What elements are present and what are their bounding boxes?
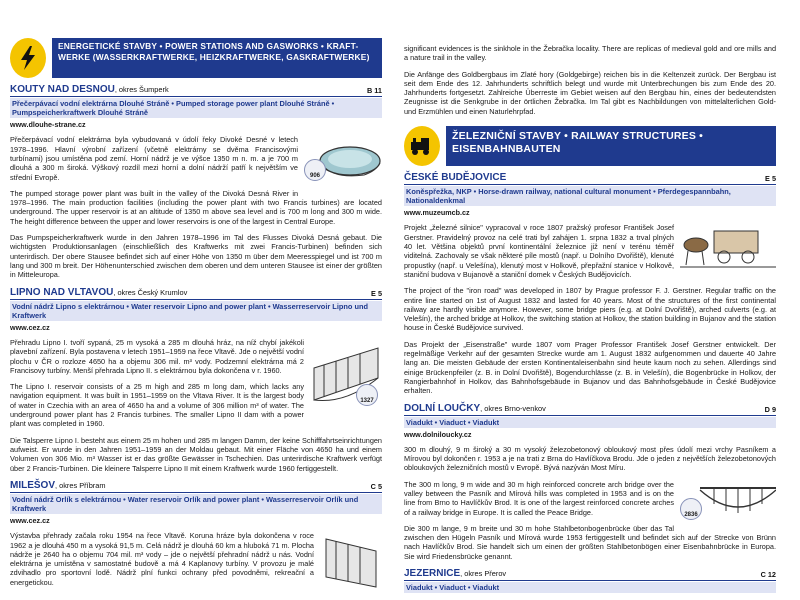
- entry-subtitle-band: Přečerpávací vodní elektrárna Dlouhé Stráně • Pumped storage power plant Dlouhé Stráně • Pumpspeicherkraftwerk Dlouhé Stráně: [10, 98, 382, 118]
- lightning-icon: [10, 38, 46, 78]
- entry-district: , okres Šumperk: [114, 85, 169, 94]
- entry-subtitle-band: Vodní nádrž Orlík s elektrárnou • Water reservoir Orlík and power plant • Wasserreservoir Orlík und Kraftwerk: [10, 494, 382, 514]
- section-title-line2: EISENBAHNBAUTEN: [452, 143, 561, 156]
- left-column: [10, 0, 382, 600]
- entry-lipno-nad-vltavou: [10, 287, 382, 473]
- entry-jezernice: [404, 568, 776, 593]
- paragraph-de: Das Projekt der „Eisenstraße" wurde 1807 vom Prager Professor František Josef Gerstner entwickelt. Der regelmäßige Verkehr auf der gesamten Strecke wurde am 1. August 1832 aufgenommen und dauerte 40 Jahre lang an. Die meisten Gebäude der ersten Kontinentaleisenbahn sind heute kaum noch zu sehen. Allerdings sind einige Brückenpfeiler (z. B. in Dolní Dvořiště), Bogendurchlässe (z. B. in Velešín), die Bogenbrücke in Holkov, der Rangierbahnhof in Holkov, das Bahnhofsgebäude in Bujanov und das Bahnhofsgebäude in České Budějovice erhalten.: [404, 339, 776, 396]
- paragraph-cz: Přehradu Lipno I. tvoří sypaná, 25 m vysoká a 285 m dlouhá hráz, na níž chybí jakékoli plavební zařízení. Byla postavena v letech 1951–1959 na řece Vltavě. Jde o největší vodní plochu v ČR o rozloze 4650 ha a objemu 306 mil. m³ vody. Podzemní elektrárna má 2 Francisovy turbíny. Menší přehrada Lipno II. s elektrárnou byla dokončena v r. 1960.: [10, 337, 304, 375]
- map-number-badge: 906: [304, 159, 326, 181]
- entry-website-link[interactable]: www.cez.cz: [10, 322, 50, 332]
- dam-illustration: [310, 338, 382, 408]
- entry-district: , okres Přerov: [460, 569, 507, 578]
- entry-subtitle-band: Viadukt • Viaduct • Viadukt: [404, 582, 776, 593]
- reservoir-illustration: [304, 135, 382, 187]
- map-grid-code: E 5: [765, 174, 776, 184]
- map-grid-code: C 12: [760, 570, 776, 579]
- section-title: [446, 126, 776, 166]
- right-column: [404, 0, 776, 600]
- train-icon: [404, 126, 440, 166]
- entry-header: [404, 568, 776, 581]
- entry-title: MILEŠOV: [10, 479, 56, 491]
- entry-dolni-loucky: [404, 403, 776, 561]
- paragraph-cz: Výstavba přehrady začala roku 1954 na řece Vltavě. Koruna hráze byla dokončena v roce 1962 a je dlouhá 450 m a vysoká 91,5 m. Celá nádrž je dlouhá 60 km a hluboká 71 m. Plocha nádrže je 2640 ha o objemu 704 mil. m³ vody – jde o největší přehradní nádrž u nás. Vodní elektrárna je umístěna v samostatné budově a má 4 Kaplanovy turbíny. V provozu je malé zdvihadlo pro sportovní lodě. Nádrž plní funkci ochrany před povodněmi, rekreační a energetickou.: [10, 531, 314, 587]
- entry-title: LIPNO NAD VLTAVOU: [10, 286, 114, 298]
- entry-title: JEZERNICE: [404, 568, 461, 579]
- entry-website-link[interactable]: www.muzeumcb.cz: [404, 208, 470, 218]
- map-number-badge: 2836: [680, 498, 702, 520]
- map-grid-code: D 9: [764, 404, 776, 414]
- map-number-badge: 1327: [356, 384, 378, 406]
- entry-website-link[interactable]: www.dolniloucky.cz: [404, 429, 472, 439]
- entry-district: , okres Brno-venkov: [480, 403, 546, 413]
- entry-ceske-budejovice: [404, 172, 776, 395]
- section-title-line2: WERKE (WASSERKRAFTWERKE, HEIZKRAFTWERKE, GASKRAFTWERKE): [58, 52, 370, 62]
- paragraph-cz: 300 m dlouhý, 9 m široký a 30 m vysoký železobetonový obloukový most přes údolí mezi vrchy Pasníkem a Mírovou byl dokončen r. 1953 a je na trati z Brna do Havlíčkova Brodu. Jde o jeden z největších železobetonových obloukových železničních mostů v Evropě. Bývá nazýván Most Míru.: [404, 444, 776, 473]
- map-grid-code: B 11: [366, 86, 382, 95]
- entry-website-link[interactable]: www.cez.cz: [10, 516, 50, 526]
- paragraph-en: The Lipno I. reservoir consists of a 25 m high and 285 m long dam, which lacks any navigation equipment. It was built in 1951–1959 on the Vltava River. It is the largest body of water in Czechia with an area of 4650 ha and a volume of 306 million m³ of water. The underground power plant has 2 Francis turbines. The smaller Lipno II dam with a power plant was completed in 1960.: [10, 382, 304, 429]
- paragraph-de: Das Pumpspeicherkraftwerk wurde in den Jahren 1978–1996 im Tal des Flusses Divoká Desná gebaut. Die wichtigsten Produktionsanlagen (einschließlich des Kraftwerks mit zwei Francis-Turbinen) befinden sich unterirdisch. Der obere Stausee befindet sich auf einer Höhe von 1350 m über dem Meeresspiegel und ist 700 m lang und 300 m breit. Der Höhenunterschied zwischen dem oberen und dem unteren Stausee ist einer der größten in Mitteleuropa.: [10, 233, 382, 280]
- section-title-line1: ŽELEZNIČNÍ STAVBY • RAILWAY STRUCTURES •: [452, 130, 704, 143]
- section-header-railway-structures: [404, 126, 776, 166]
- entry-subtitle-band: Viadukt • Viaduct • Viadukt: [404, 417, 776, 428]
- paragraph-en: significant evidences is the sinkhole in the Žebračka locality. There are replicas of medieval gold and ore mills and a nature trail in the valley.: [404, 44, 776, 63]
- entry-district: , okres Český Krumlov: [113, 287, 188, 297]
- entry-header: [404, 403, 776, 416]
- horse-carriage-illustration: [680, 223, 776, 273]
- paragraph-en: The 300 m long, 9 m wide and 30 m high reinforced concrete arch bridge over the valley between the Pasník and Mírová hills was completed in 1953 and is on the line from Brno to Havlíčkův Brod. It is one of the largest reinforced concrete arches of a railway bridge in Europe. It is called the Peace Bridge.: [404, 479, 674, 517]
- entry-header: [10, 480, 382, 493]
- entry-subtitle-band: Koněspřežka, NKP • Horse-drawn railway, national cultural monument • Pferdegespannbahn, Nationaldenkmal: [404, 186, 776, 206]
- entry-milesov: [10, 480, 382, 587]
- entry-header: [404, 172, 776, 185]
- viaduct-illustration: [680, 480, 776, 526]
- entry-kouty-nad-desnou: [10, 84, 382, 280]
- dam-illustration: [320, 531, 382, 593]
- section-title: [52, 38, 382, 78]
- entry-website-link[interactable]: www.dlouhe-strane.cz: [10, 120, 86, 130]
- paragraph-de: Die 300 m lange, 9 m breite und 30 m hohe Stahlbetonbogenbrücke über das Tal zwischen den Hügeln Pasník und Mírová wurde 1953 fertiggestellt und befindet sich auf der Strecke von Brünn nach Havlíčkův Brod. Sie handelt sich um einen der größten Stahlbetonbögen einer Eisenbahnbrücke in Europa. Sie wird Friedensbrücke genannt.: [404, 523, 776, 561]
- section-title-line1: ENERGETICKÉ STAVBY • POWER STATIONS AND GASWORKS • KRAFT-: [58, 41, 359, 51]
- entry-title: ČESKÉ BUDĚJOVICE: [404, 172, 507, 184]
- paragraph-en: The project of the "iron road" was developed in 1807 by Prague professor F. J. Gerstner. Regular traffic on the entire line started on 1st of August 1832 and lasted for 40 years. Most of the structures of the first continental railway are hardly visible anymore. However, some bridge piers (e.g. at Dolní Dvořiště), arched culverts (e.g. at Velešín), the arched bridge at Holkov, the switching station at Holkov, the station building in Bujanov and the station house in České Budějovice survived.: [404, 286, 776, 333]
- entry-subtitle-band: Vodní nádrž Lipno s elektrárnou • Water reservoir Lipno and power plant • Wasserreservoir Lipno und Kraftwerk: [10, 301, 382, 321]
- paragraph-cz: Přečerpávací vodní elektrárna byla vybudovaná v údolí řeky Divoké Desné v letech 1978–1996. Hlavní výrobní zařízení (včetně elektrárny se dvěma Francisovými turbínami) jsou umístěna pod zemí. Horní nádrž je ve výšce 1350 m n. m. a je 700 m dlouhá a 300 m široká. Výškový rozdíl mezi horní a dolní nádrží patří k největším ve střední Evropě.: [10, 135, 298, 182]
- paragraph-cz: Projekt „železné silnice" vypracoval v roce 1807 pražský profesor František Josef Gerstner. Pravidelný provoz na celé trati byl zahájen 1. srpna 1832 a trval plných 40 let. Většina objektů první kontinentální železnice již není v terénu téměř viditelná. Zachovaly se však některé píle mostů (např. u Dolního Dvořiště), klenuté propustky (např. u Velešína), klenutý most v Holkově, přepřažní stanice v Holkově, staniční budova v Bujanově a staniční domek v Českých Budějovicích.: [404, 223, 674, 279]
- paragraph-de: Die Anfänge des Goldbergbaus im Zlaté hory (Goldgebirge) reichen bis in die Keltenzeit zurück. Der Bergbau ist seit dem Ende des 12. Jahrhunderts schriftlich belegt und wurde mit Unterbrechungen bis zum Ende des 20. Jahrhunderts fortgesetzt. Zahlreiche Überreste im Gebiet weisen auf den Bergbau hin, eines der bedeutendsten Zeugnisse ist die Senkgrube in der örtlichen Žebračka. Im Tal gibt es Nachbildungen von mittelalterlichen Gold- und Erzmühlen und einen Naturlehrpfad.: [404, 69, 776, 116]
- entry-header: [10, 287, 382, 300]
- map-grid-code: E 5: [371, 288, 382, 298]
- section-header-power-stations: [10, 38, 382, 78]
- entry-district: , okres Příbram: [55, 480, 106, 490]
- entry-title: DOLNÍ LOUČKY: [404, 402, 481, 414]
- map-grid-code: C 5: [370, 481, 382, 491]
- paragraph-de: Die Talsperre Lipno I. besteht aus einem 25 m hohen und 285 m langen Damm, der keine Schifffahrtseinrichtungen aufweist. Er wurde in den Jahren 1951–1959 an der Moldau gebaut. Mit einer Fläche von 4650 ha und einem Volumen von 306 Mio. m³ Wasser ist er das größte Gewässer in Tschechien. Das unterirdische Kraftwerk verfügt über 2 Francis-Turbinen. Die kleinere Talsperre Lipno II mit einem Kraftwerk wurde 1960 fertiggestellt.: [10, 435, 382, 473]
- entry-header: [10, 84, 382, 97]
- paragraph-en: The pumped storage power plant was built in the valley of the Divoká Desná River in 1978–1996. The main production facilities (including the power plant with two Francis turbines) are located underground. The upper reservoir is at an altitude of 1350 m above sea level and is 700 m long and 300 m wide. The height difference between the upper and lower reservoirs is one of the largest in Central Europe.: [10, 188, 382, 226]
- entry-title: KOUTY NAD DESNOU: [10, 84, 115, 95]
